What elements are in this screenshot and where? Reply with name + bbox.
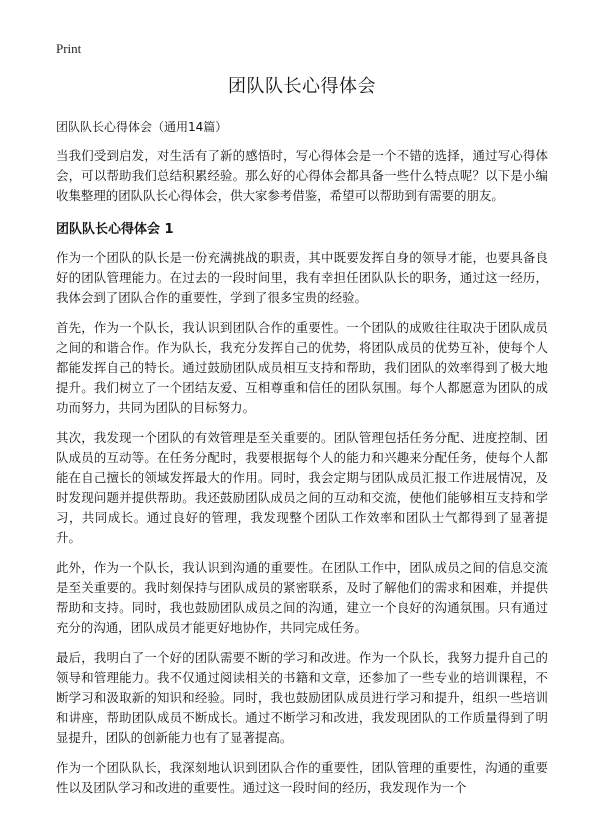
document-subtitle: 团队队长心得体会（通用14篇）	[56, 120, 228, 134]
document-page	[56, 40, 548, 808]
section-heading: 团队队长心得体会 1	[56, 222, 174, 237]
body-paragraph: 作为一个团队队长，我深刻地认识到团队合作的重要性，团队管理的重要性，沟通的重要性以及团队学习和改进的重要性。通过这一段时间的经历，我发现作为一个	[56, 760, 548, 795]
body-paragraph: 首先，作为一个队长，我认识到团队合作的重要性。一个团队的成败往往取决于团队成员之间的和谐合作。作为队长，我充分发挥自己的优势，将团队成员的优势互补，使每个人都能发挥自己的特长。通过鼓励团队成员相互支持和帮助，我们团队的效率得到了极大地提升。我们树立了一个团结友爱、互相尊重和信任的团队氛围。每个人都愿意为团队的成功而努力，共同为团队的目标努力。	[56, 320, 548, 415]
body-paragraph: 此外，作为一个队长，我认识到沟通的重要性。在团队工作中，团队成员之间的信息交流是至关重要的。我时刻保持与团队成员的紧密联系，及时了解他们的需求和困难，并提供帮助和支持。同时，我也鼓励团队成员之间的沟通，建立一个良好的沟通氛围。只有通过充分的沟通，团队成员才能更好地协作，共同完成任务。	[56, 560, 548, 635]
print-link[interactable]: Print	[56, 41, 82, 56]
body-paragraph: 其次，我发现一个团队的有效管理是至关重要的。团队管理包括任务分配、进度控制、团队成员的互动等。在任务分配时，我要根据每个人的能力和兴趣来分配任务，使每个人都能在自己擅长的领域发挥最大的作用。同时，我会定期与团队成员汇报工作进展情况，及时发现问题并提供帮助。我还鼓励团队成员之间的互动和交流，使他们能够相互支持和学习，共同成长。通过良好的管理，我发现整个团队工作效率和团队士气都得到了显著提升。	[56, 430, 548, 545]
body-paragraph: 作为一个团队的队长是一份充满挑战的职责，其中既要发挥自身的领导才能，也要具备良好的团队管理能力。在过去的一段时间里，我有幸担任团队队长的职务，通过这一经历，我体会到了团队合作的重要性，学到了很多宝贵的经验。	[56, 250, 548, 305]
body-paragraph: 最后，我明白了一个好的团队需要不断的学习和改进。作为一个队长，我努力提升自己的领导和管理能力。我不仅通过阅读相关的书籍和文章，还参加了一些专业的培训课程，不断学习和汲取新的知识和经验。同时，我也鼓励团队成员进行学习和提升，组织一些培训和讲座，帮助团队成员不断成长。通过不断学习和改进，我发现团队的工作质量得到了明显提升，团队的创新能力也有了显著提高。	[56, 650, 548, 745]
intro-paragraph: 当我们受到启发，对生活有了新的感悟时，写心得体会是一个不错的选择，通过写心得体会，可以帮助我们总结积累经验。那么好的心得体会都具备一些什么特点呢？以下是小编收集整理的团队队长心得体会，供大家参考借鉴，希望可以帮助到有需要的朋友。	[56, 148, 548, 203]
page-title: 团队队长心得体会	[228, 76, 376, 97]
